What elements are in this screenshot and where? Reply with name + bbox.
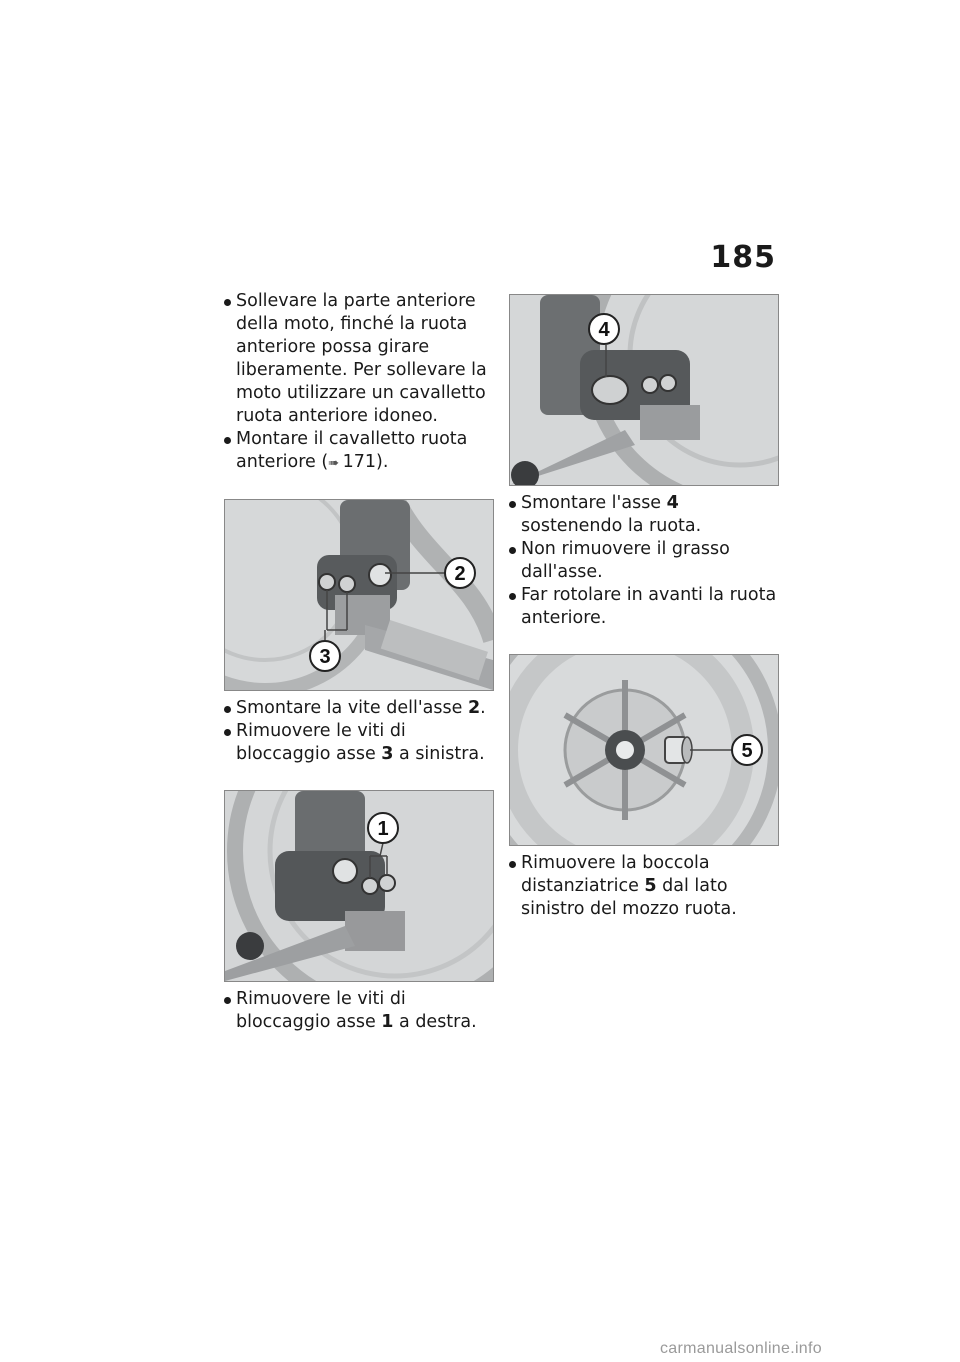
step-text: . xyxy=(480,698,486,718)
step-text: ). xyxy=(376,452,389,472)
item-number: 1 xyxy=(381,1012,394,1032)
step-text: Rimuovere le viti di bloccaggio asse xyxy=(236,989,406,1032)
step-list-b xyxy=(224,697,494,766)
step-remove-axle xyxy=(509,492,779,538)
step-text: Montare il cavalletto ruota anteriore ( xyxy=(236,429,468,472)
item-number: 2 xyxy=(467,698,481,718)
figure-remove-axle xyxy=(509,294,779,486)
callout-1: 1 xyxy=(377,818,389,840)
arrow-right-icon: ➠ xyxy=(328,456,340,471)
step-text: Rimuovere la boccola distanziatrice xyxy=(521,853,710,896)
right-column xyxy=(509,294,779,921)
step-lift-bike: Sollevare la parte anteriore della moto, finché la ruota anteriore possa girare liberamente. Per sollevare la moto utilizzare un cavalletto ruota anteriore idoneo. xyxy=(224,290,494,428)
figure-spacer-bushing-illustration xyxy=(510,655,778,845)
step-remove-axle-screw xyxy=(224,697,494,720)
step-list-c xyxy=(224,988,494,1034)
figure-right-clamp-screws xyxy=(224,790,494,982)
step-text: sostenendo la ruota. xyxy=(521,516,702,536)
figure-right-clamp-screws-illustration xyxy=(225,791,493,981)
footer-watermark[interactable]: carmanualsonline.info xyxy=(660,1340,822,1357)
step-text: Rimuovere le viti di bloccaggio asse xyxy=(236,721,406,764)
callout-5: 5 xyxy=(741,740,753,762)
step-text: Smontare l'asse xyxy=(521,493,667,513)
item-number: 3 xyxy=(381,744,394,764)
step-text: Smontare la vite dell'asse xyxy=(236,698,468,718)
figure-remove-axle-illustration xyxy=(510,295,778,485)
step-list-e xyxy=(509,852,779,921)
step-list-a xyxy=(224,290,494,475)
page-number: 185 xyxy=(710,240,776,275)
step-text: a destra. xyxy=(393,1012,477,1032)
step-remove-right-clamp-screws xyxy=(224,988,494,1034)
callout-4: 4 xyxy=(598,319,610,341)
step-roll-wheel: Far rotolare in avanti la ruota anteriore. xyxy=(509,584,779,630)
figure-axle-screw xyxy=(224,499,494,691)
callout-3: 3 xyxy=(319,646,331,668)
page-ref[interactable]: 171 xyxy=(342,452,376,472)
item-number: 4 xyxy=(666,493,679,513)
step-list-d xyxy=(509,492,779,630)
figure-axle-screw-illustration xyxy=(225,500,493,690)
step-text: a sinistra. xyxy=(393,744,485,764)
step-text: dal lato sinistro del mozzo ruota. xyxy=(521,876,737,919)
step-keep-grease: Non rimuovere il grasso dall'asse. xyxy=(509,538,779,584)
callout-2: 2 xyxy=(454,563,466,585)
figure-spacer-bushing xyxy=(509,654,779,846)
item-number: 5 xyxy=(644,876,657,896)
step-remove-left-clamp-screws xyxy=(224,720,494,766)
left-column xyxy=(224,290,494,1034)
step-mount-stand xyxy=(224,428,494,475)
step-remove-spacer xyxy=(509,852,779,921)
